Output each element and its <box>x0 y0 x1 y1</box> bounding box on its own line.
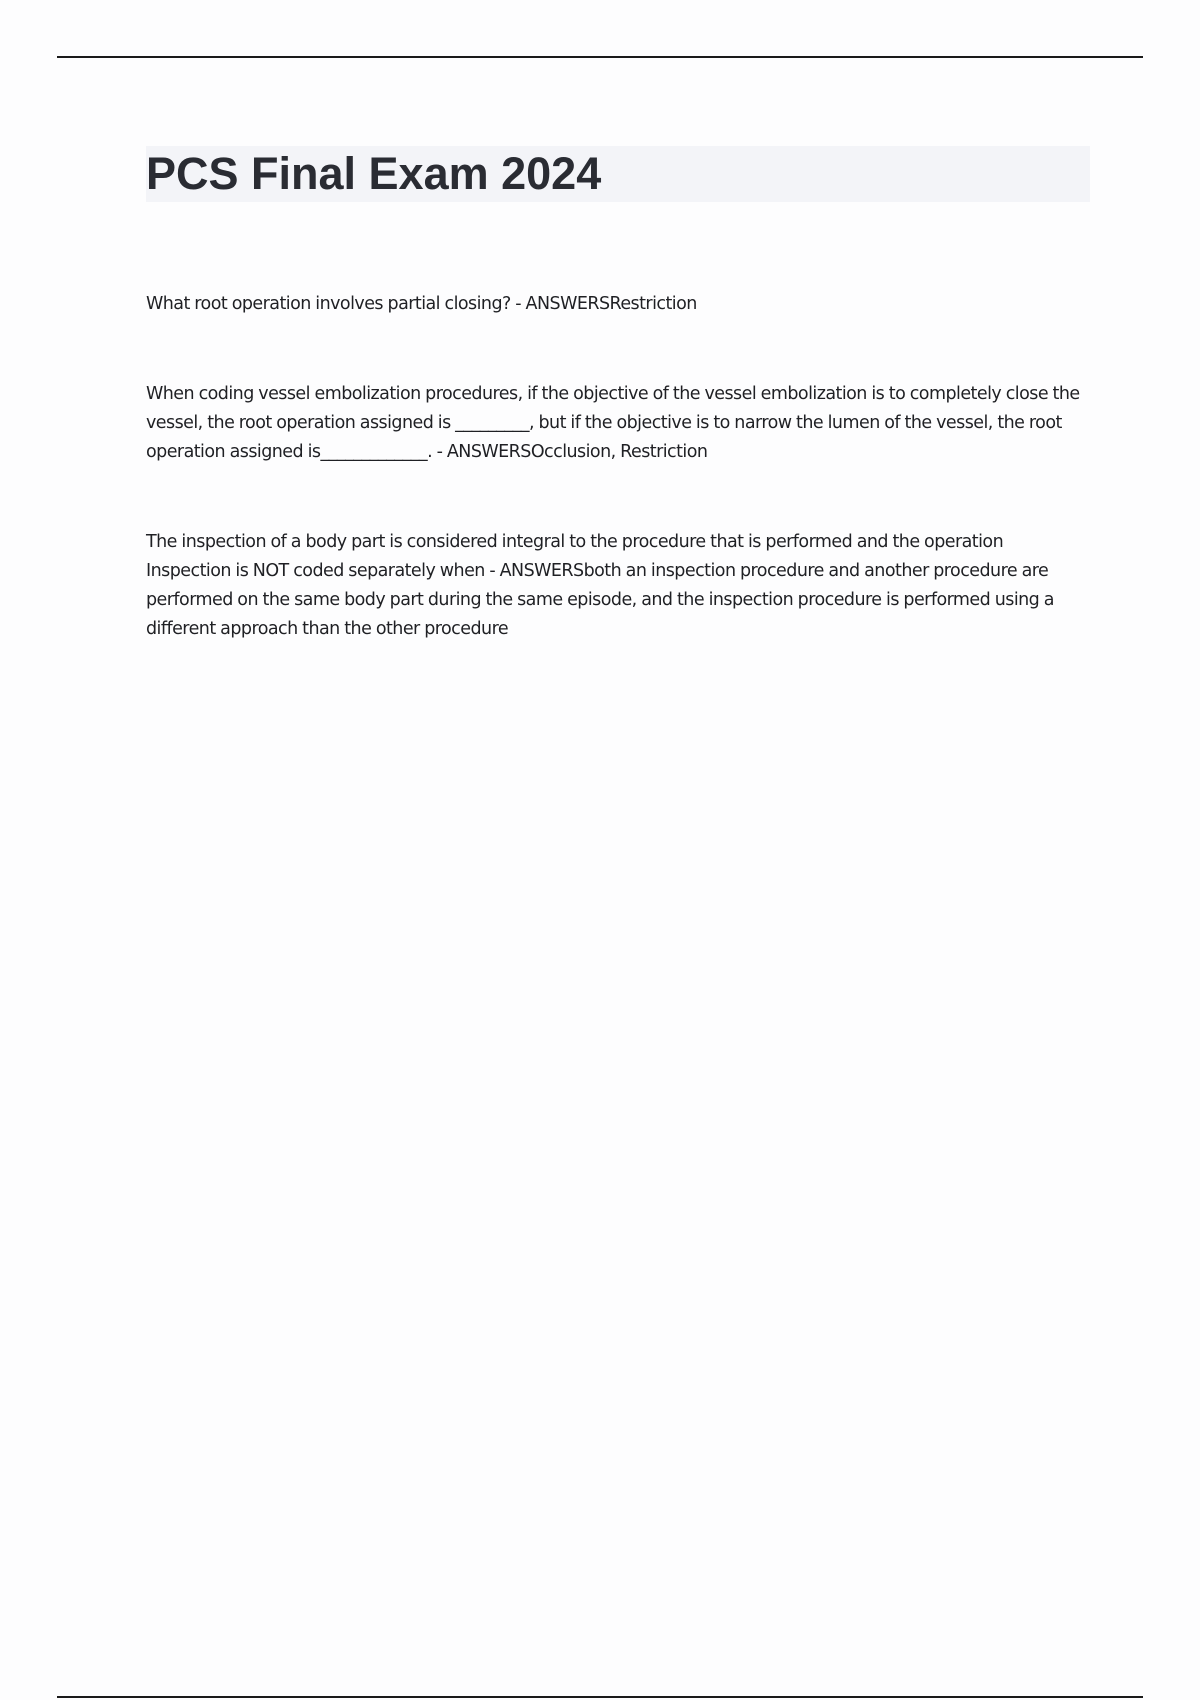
qa-list <box>146 290 1090 644</box>
qa-item: The inspection of a body part is considered integral to the procedure that is performed and the operation Inspection is NOT coded separately when - ANSWERSboth an inspection procedure and another procedure are performed on the same body part during the same episode, and the inspection procedure is performed using a different approach than the other procedure <box>146 532 1054 639</box>
qa-item: What root operation involves partial closing? - ANSWERSRestriction <box>146 294 697 314</box>
title-band <box>146 146 1090 202</box>
top-divider <box>57 56 1143 58</box>
bottom-divider <box>57 1696 1143 1698</box>
page-title: PCS Final Exam 2024 <box>146 148 602 199</box>
document-body <box>146 146 1090 705</box>
qa-item: When coding vessel embolization procedures, if the objective of the vessel embolization is to completely close the vessel, the root operation assigned is _________, but if the objective is to narrow the lumen of the vessel, the root operation assigned is_____________. - ANSWERSOcclusion, Restriction <box>146 384 1080 462</box>
